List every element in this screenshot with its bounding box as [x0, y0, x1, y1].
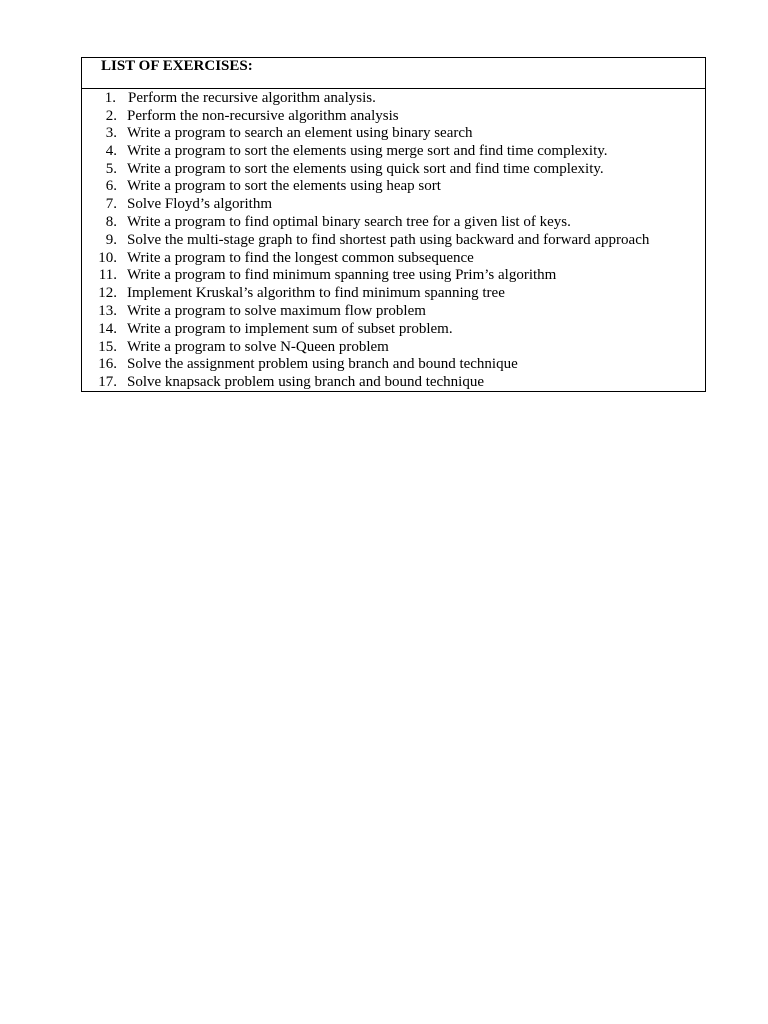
list-item — [82, 107, 399, 125]
list-item-text: Write a program to sort the elements using merge sort and find time complexity. — [127, 143, 608, 159]
list-item-text: Solve the assignment problem using branch and bound technique — [127, 356, 518, 372]
list-item-text: Perform the recursive algorithm analysis. — [128, 90, 376, 106]
list-item-text: Write a program to implement sum of subset problem. — [127, 321, 453, 337]
list-item-text: Write a program to sort the elements using quick sort and find time complexity. — [127, 161, 604, 177]
list-item — [82, 160, 604, 178]
list-item-text: Implement Kruskal’s algorithm to find minimum spanning tree — [127, 285, 505, 301]
list-item-text: Write a program to find optimal binary search tree for a given list of keys. — [127, 214, 571, 230]
list-item-number: 11. — [98, 267, 117, 283]
list-item-number: 15. — [98, 339, 117, 355]
list-item-text: Solve Floyd’s algorithm — [127, 196, 273, 212]
list-item-number: 13. — [98, 303, 117, 319]
list-item-text: Write a program to solve maximum flow problem — [127, 303, 426, 319]
list-item — [82, 249, 474, 267]
list-item-number: 8. — [105, 214, 117, 230]
list-item — [82, 266, 556, 284]
list-item-text: Solve knapsack problem using branch and bound technique — [127, 374, 484, 390]
list-item — [82, 338, 389, 356]
list-item — [82, 213, 571, 231]
list-item-number: 16. — [98, 356, 117, 372]
list-item-text: Solve the multi-stage graph to find shortest path using backward and forward approach — [127, 232, 650, 248]
list-item-number: 17. — [98, 374, 117, 390]
list-item-text: Write a program to sort the elements using heap sort — [127, 178, 441, 194]
list-item-text: Write a program to find the longest common subsequence — [127, 250, 474, 266]
list-item-number: 6. — [105, 178, 117, 194]
list-item — [82, 373, 484, 391]
table-header-cell — [82, 58, 705, 89]
list-item — [82, 231, 649, 249]
list-item-number: 9. — [105, 232, 117, 248]
list-item-number: 7. — [105, 196, 117, 212]
list-item — [82, 302, 426, 320]
list-item-text: Write a program to solve N-Queen problem — [127, 339, 389, 355]
list-item-text: Write a program to find minimum spanning tree using Prim’s algorithm — [127, 267, 557, 283]
list-item — [82, 124, 473, 142]
list-item — [82, 177, 441, 195]
list-item — [82, 142, 608, 160]
list-item — [82, 320, 453, 338]
list-item-number: 3. — [105, 125, 117, 141]
list-item-number: 14. — [98, 321, 117, 337]
exercise-list — [82, 89, 705, 391]
list-item-text: Perform the non-recursive algorithm analysis — [127, 108, 399, 124]
list-item — [82, 89, 376, 107]
list-item-number: 2. — [105, 108, 117, 124]
list-item-number: 10. — [98, 250, 117, 266]
exercise-table — [81, 57, 706, 392]
list-item-number: 5. — [105, 161, 117, 177]
list-item — [82, 195, 272, 213]
list-item — [82, 355, 518, 373]
list-item-number: 1. — [104, 90, 116, 106]
list-item-number: 12. — [98, 285, 117, 301]
list-item-text: Write a program to search an element using binary search — [127, 125, 473, 141]
list-item-number: 4. — [105, 143, 117, 159]
list-heading: LIST OF EXERCISES: — [101, 58, 253, 74]
list-item — [82, 284, 505, 302]
